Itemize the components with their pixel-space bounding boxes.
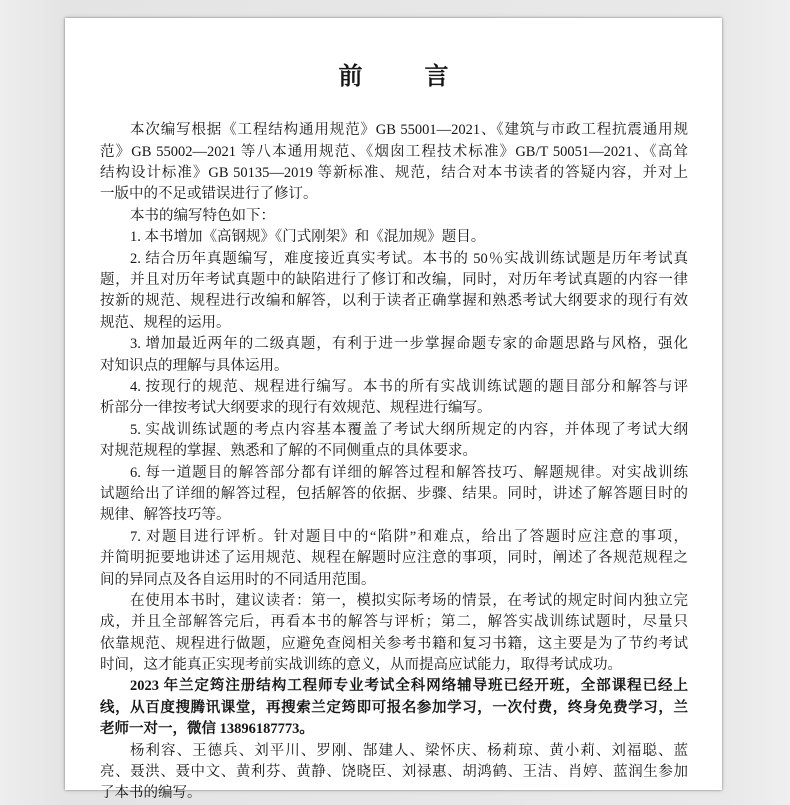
feature-5-line: 对规范规程的掌握、熟悉和了解的不同侧重点的具体要求。: [100, 443, 477, 460]
feature-6-line: 规律、解答技巧等。: [100, 507, 231, 524]
feature-6-line: 试题给出了详细的解答过程，包括解答的依据、步骤、结果。同时，讲述了解答题目时的: [100, 485, 688, 502]
paragraph-advice: [100, 591, 688, 677]
feature-3-line: 3. 增加最近两年的二级真题，有利于进一步掌握命题专家的命题思路与风格，强化: [130, 336, 688, 353]
intro-line: 一版中的不足或错误进行了修订。: [100, 186, 318, 203]
paragraph-feature-6: [100, 463, 688, 527]
advice-line: 时间，这才能真正实现考前实战训练的意义，从而提高应试能力，取得考试成功。: [100, 657, 622, 674]
feature-7-line: 间的异同点及各自运用时的不同适用范围。: [100, 571, 376, 588]
preface-body: [100, 120, 688, 802]
advice-line: 依靠规范、规程进行做题，应避免查阅相关参考书籍和复习书籍，这主要是为了节约考试: [100, 635, 688, 652]
contributors-line: 亮、聂洪、聂中文、黄利芬、黄静、饶晓臣、刘禄惠、胡鸿鹤、王洁、肖婷、蓝润生参加: [100, 764, 688, 781]
advice-line: 成，并且全部解答完后，再看本书的解答与评析；第二，解答实战训练试题时，尽量只: [100, 614, 688, 631]
intro-line: 结构设计标准》GB 50135—2019 等新标准、规范，结合对本书读者的答疑内容，并对上: [100, 165, 688, 182]
feature-4-line: 析部分一律按考试大纲要求的现行有效规范、规程进行编写。: [100, 400, 492, 417]
intro-line: 范》GB 55002—2021 等八本通用规范、《烟囱工程技术标准》GB/T 50051—2021、《高耸: [100, 143, 688, 160]
paragraph-feature-2: [100, 249, 688, 335]
feature-7-line: 7. 对题目进行评析。针对题目中的“陷阱”和难点，给出了答题时应注意的事项，: [130, 528, 688, 545]
feature-2-line: 按新的规范、规程进行改编和解答，以利于读者正确掌握和熟悉考试大纲要求的现行有效: [100, 293, 688, 310]
feature-2-line: 题，并且对历年考试真题中的缺陷进行了修订和改编，同时，对历年考试真题的内容一律: [100, 272, 688, 289]
paragraph-contributors: [100, 741, 688, 802]
paragraph-feature-4: [100, 377, 688, 420]
paragraph-feature-3: [100, 334, 688, 377]
page-title-text: 前 言: [338, 64, 468, 90]
contributors-line: 杨利容、王德兵、刘平川、罗刚、郜建人、梁怀庆、杨莉琼、黄小莉、刘福聪、蓝: [130, 742, 688, 759]
feature-7-line: 并简明扼要地讲述了运用规范、规程在解题时应注意的事项，同时，阐述了各规范规程之: [100, 550, 688, 567]
page-title: [65, 62, 722, 92]
feature-2-line: 2. 结合历年真题编写，难度接近真实考试。本书的 50％实战训练试题是历年考试真: [130, 250, 688, 267]
feature-1-line: 1. 本书增加《高钢规》《门式刚架》和《混加规》题目。: [130, 229, 486, 246]
intro-line: 本次编写根据《工程结构通用规范》GB 55001—2021、《建筑与市政工程抗震通用规: [130, 122, 688, 139]
paragraph-feature-5: [100, 420, 688, 463]
paragraph-feature-7: [100, 527, 688, 591]
feature-3-line: 对知识点的理解与具体运用。: [100, 357, 289, 374]
paragraph-feature-1: [100, 227, 688, 248]
course-notice-line: 线，从百度搜腾讯课堂，再搜索兰定筠即可报名参加学习，一次付费，终身免费学习，兰: [100, 699, 688, 716]
feature-6-line: 6. 每一道题目的解答部分都有详细的解答过程和解答技巧、解题规律。对实战训练: [130, 464, 688, 481]
contributors-line: 了本书的编写。: [100, 785, 202, 802]
features-intro-line: 本书的编写特色如下：: [130, 207, 275, 224]
paragraph-course-notice: [100, 676, 688, 740]
feature-5-line: 5. 实战训练试题的考点内容基本覆盖了考试大纲所规定的内容，并体现了考试大纲: [130, 421, 688, 438]
course-notice-line: 老师一对一，微信 13896187773。: [100, 721, 314, 738]
feature-4-line: 4. 按现行的规范、规程进行编写。本书的所有实战训练试题的题目部分和解答与评: [130, 378, 688, 395]
feature-2-line: 规范、规程的运用。: [100, 314, 231, 331]
advice-line: 在使用本书时，建议读者：第一，模拟实际考场的情景，在考试的规定时间内独立完: [130, 592, 688, 609]
course-notice-line: 2023 年兰定筠注册结构工程师专业考试全科网络辅导班已经开班，全部课程已经上: [130, 678, 688, 695]
paragraph-features-intro: [100, 206, 688, 227]
paragraph-intro: [100, 120, 688, 206]
document-page: [65, 18, 722, 802]
